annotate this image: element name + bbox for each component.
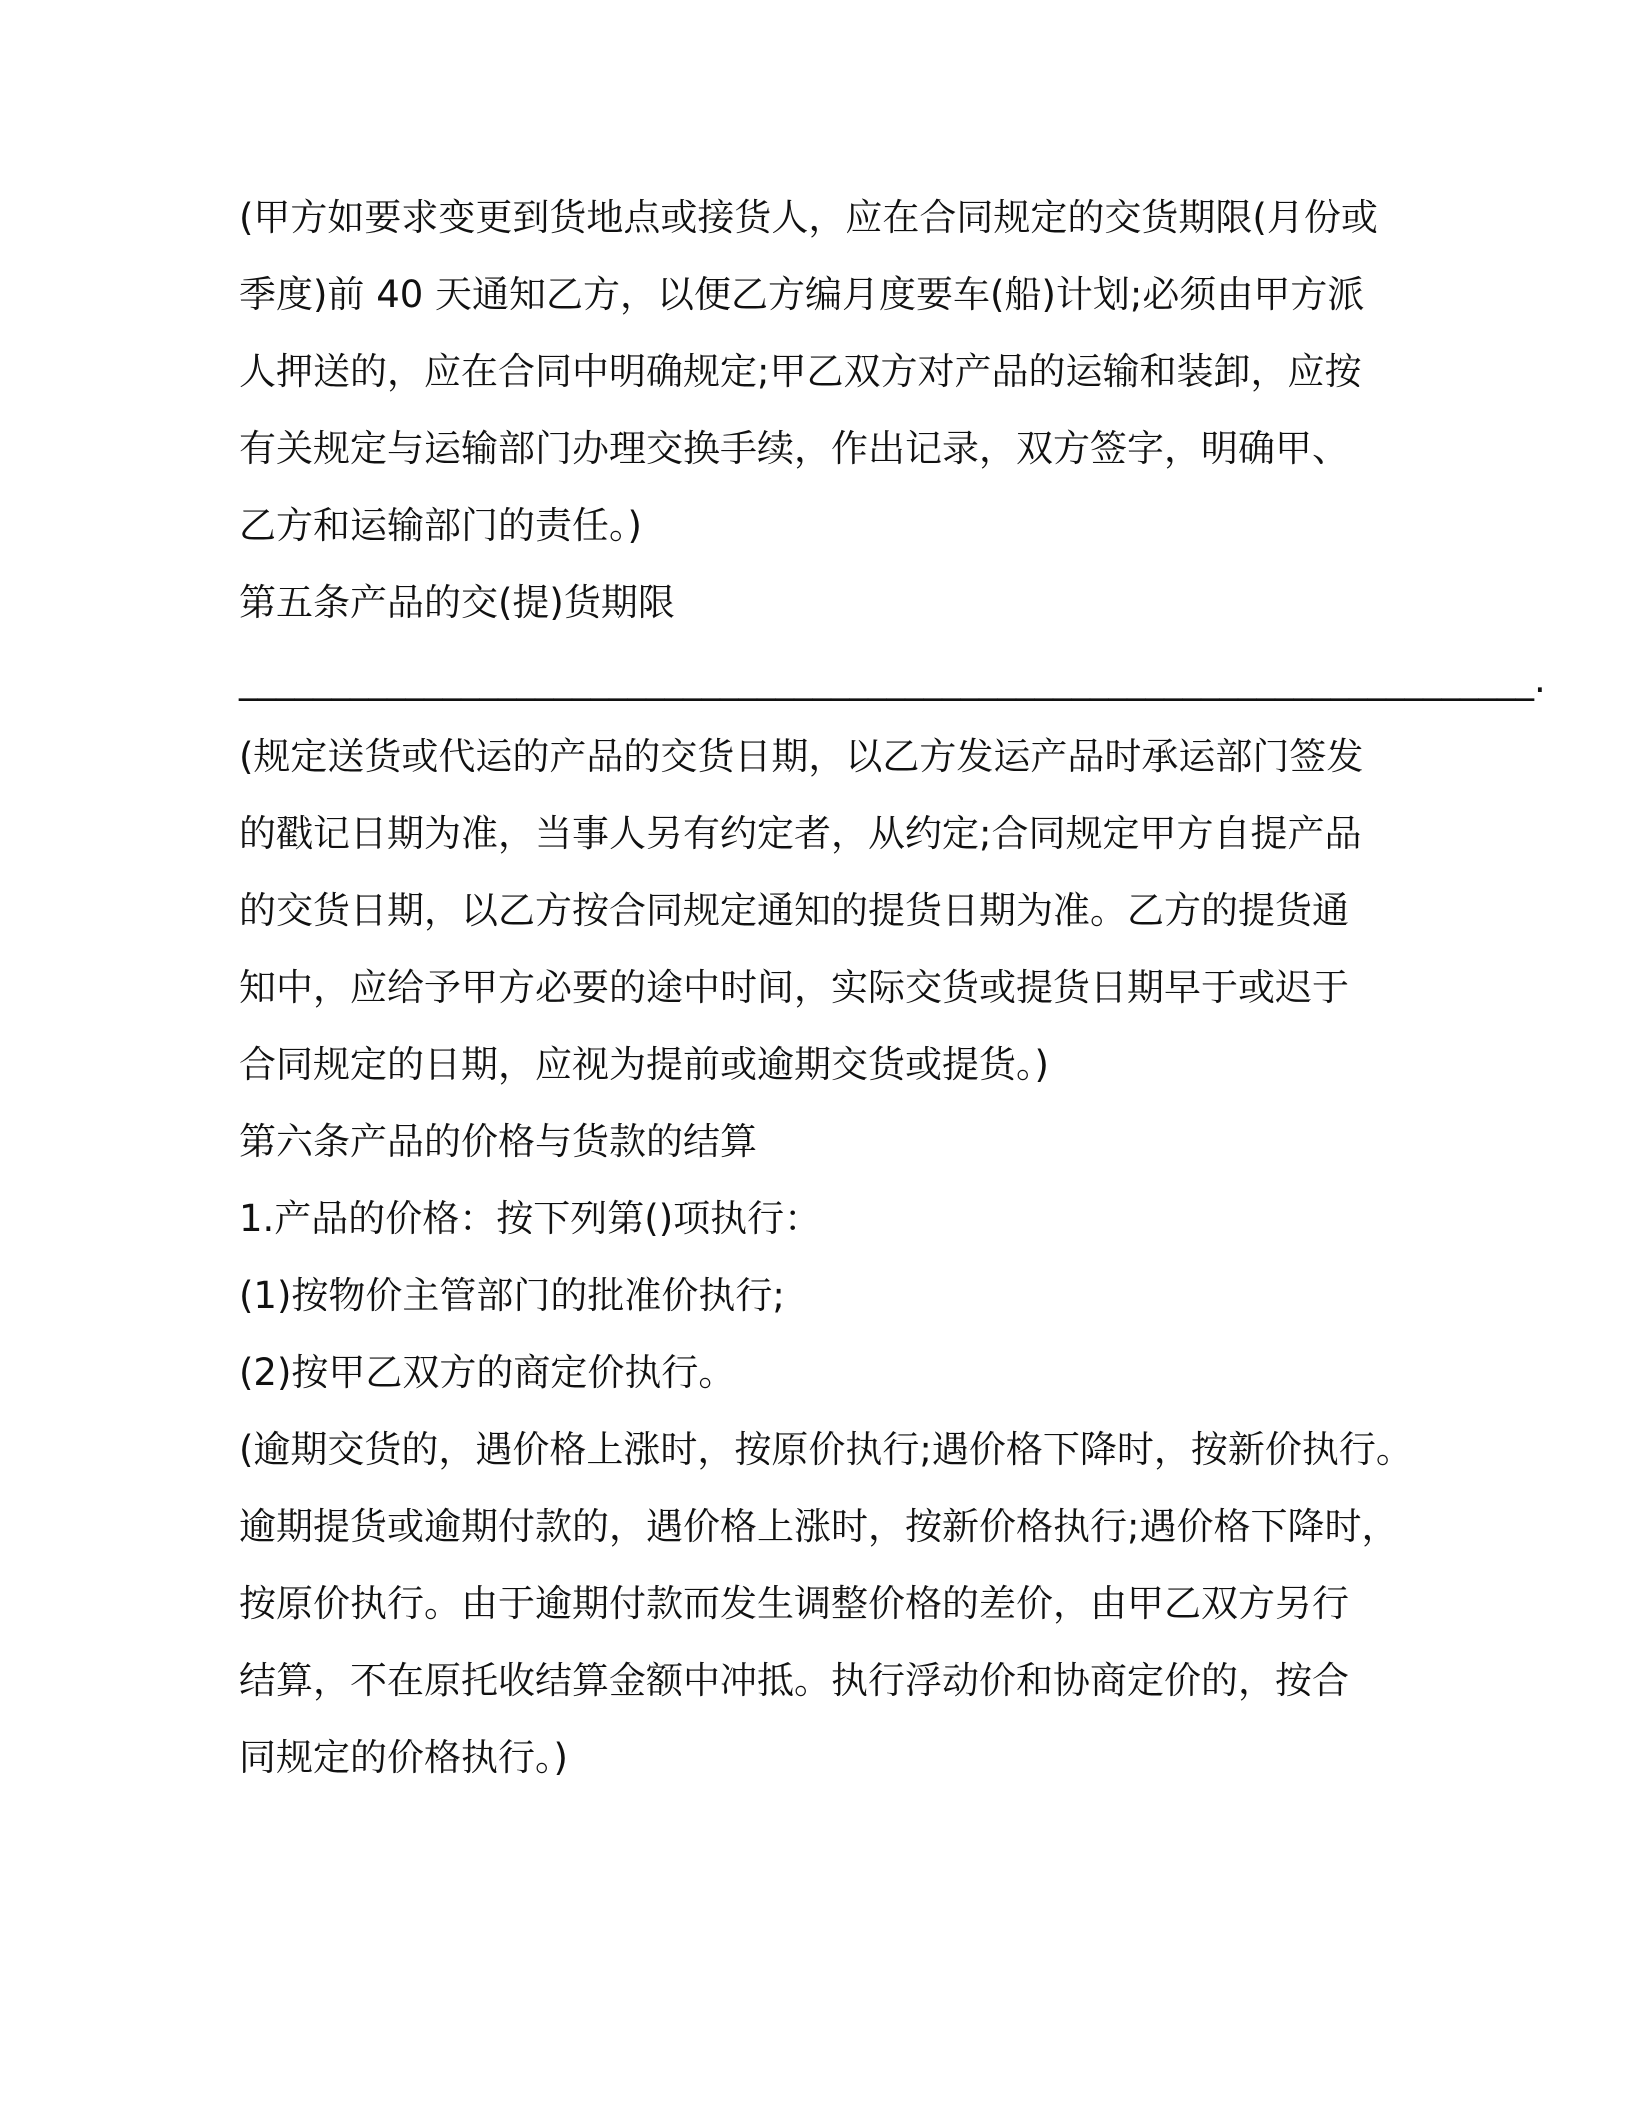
paragraph-line: 逾期提货或逾期付款的，遇价格上涨时，按新价格执行;遇价格下降时， [239, 1505, 1399, 1548]
list-item: (1)按物价主管部门的批准价执行; [239, 1274, 785, 1317]
list-item: (2)按甲乙双方的商定价执行。 [239, 1351, 736, 1394]
section-heading-article-6: 第六条产品的价格与货款的结算 [239, 1120, 757, 1163]
paragraph-line: 季度)前 40 天通知乙方，以便乙方编月度要车(船)计划;必须由甲方派 [239, 273, 1365, 316]
paragraph-line: 结算，不在原托收结算金额中冲抵。执行浮动价和协商定价的，按合 [239, 1659, 1349, 1702]
document-body [239, 190, 1546, 1807]
paragraph-line: 知中，应给予甲方必要的途中时间，实际交货或提货日期早于或迟于 [239, 966, 1349, 1009]
fill-in-blank-line: ______________________________________________________________________. [239, 658, 1546, 701]
paragraph-line: 的交货日期，以乙方按合同规定通知的提货日期为准。乙方的提货通 [239, 889, 1349, 932]
paragraph-line: 的戳记日期为准，当事人另有约定者，从约定;合同规定甲方自提产品 [239, 812, 1362, 855]
paragraph-line: (规定送货或代运的产品的交货日期，以乙方发运产品时承运部门签发 [239, 735, 1364, 778]
paragraph-line: 有关规定与运输部门办理交换手续，作出记录，双方签字，明确甲、 [239, 427, 1349, 470]
paragraph-line: 乙方和运输部门的责任。) [239, 504, 642, 547]
paragraph-line: 按原价执行。由于逾期付款而发生调整价格的差价，由甲乙双方另行 [239, 1582, 1349, 1625]
paragraph-line: (逾期交货的，遇价格上涨时，按原价执行;遇价格下降时，按新价执行。 [239, 1428, 1413, 1471]
section-heading-article-5: 第五条产品的交(提)货期限 [239, 581, 675, 624]
paragraph-line: 同规定的价格执行。) [239, 1736, 568, 1779]
paragraph-line: 人押送的，应在合同中明确规定;甲乙双方对产品的运输和装卸，应按 [239, 350, 1362, 393]
paragraph-line: 合同规定的日期，应视为提前或逾期交货或提货。) [239, 1043, 1049, 1086]
list-item: 1.产品的价格：按下列第()项执行： [239, 1197, 822, 1240]
paragraph-line: (甲方如要求变更到货地点或接货人，应在合同规定的交货期限(月份或 [239, 196, 1378, 239]
